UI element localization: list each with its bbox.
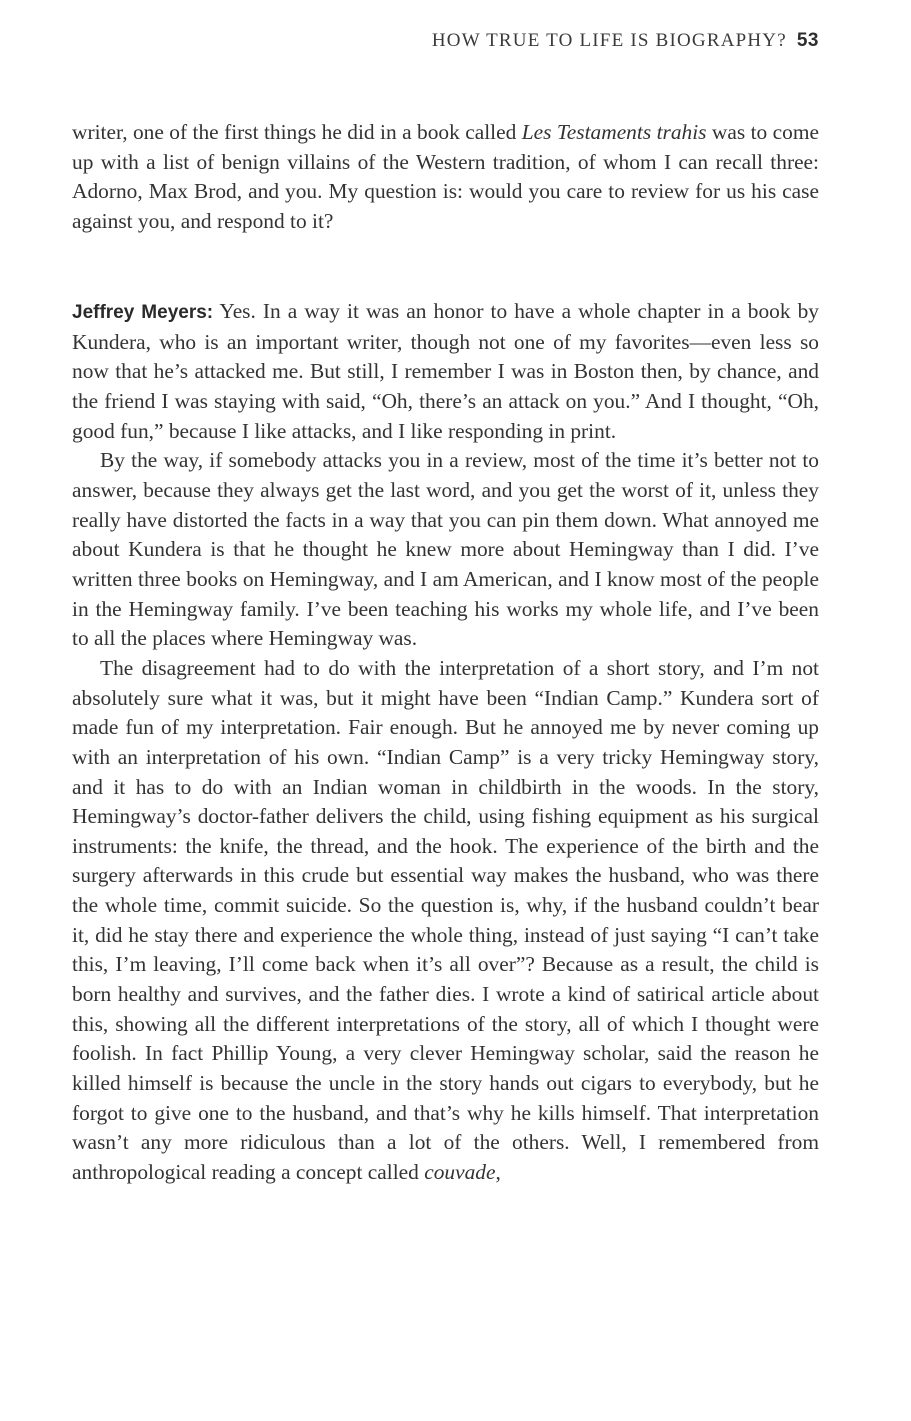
speaker-colon: : [206, 302, 214, 323]
answer-paragraph-2: By the way, if somebody attacks you in a review, most of the time it’s better not to answer, because they always get the last word, and you get the worst of it, unless they really have distorted the facts in a way that you can pin them down. What annoyed me about Kundera is that he thought he knew more about Hemingway than I did. I’ve written three books on Hemingway, and I am American, and I know most of the people in the Hemingway family. I’ve been teaching his works my whole life, and I’ve been to all the places where Hemingway was. [72, 448, 819, 651]
page-number: 53 [796, 30, 819, 51]
answer-paragraph-3 [72, 654, 819, 1188]
running-head-title: HOW TRUE TO LIFE IS BIOGRAPHY? [431, 30, 787, 51]
book-title: Les Testaments trahis [521, 120, 707, 144]
anthropological-term: couvade [424, 1160, 496, 1185]
interviewee-answer [72, 297, 819, 1188]
speaker-name-text: Jeffrey Meyers [72, 302, 207, 323]
question-paragraph [72, 118, 819, 237]
answer-paragraph-3-end: , [495, 1160, 501, 1185]
running-head [432, 30, 819, 52]
question-text-start: writer, one of the first things he did in a book called [72, 120, 522, 144]
answer-paragraph-1-text: Yes. In a way it was an honor to have a whole chapter in a book by Kundera, who is an important writer, though not one of my favorites—even less so now that he’s attacked me. But still, I remember I was in Boston then, by chance, and the friend I was staying with said, “Oh, there’s an attack on you.” And I thought, “Oh, good fun,” because I like attacks, and I like responding in print. [72, 299, 819, 443]
interviewer-question [72, 118, 819, 237]
speaker-name [72, 302, 213, 323]
answer-paragraph-3-text: The disagreement had to do with the interpretation of a short story, and I’m not absolutely sure what it was, but it might have been “Indian Camp.” Kundera sort of made fun of my interpretation. Fair enough. But he annoyed me by never coming up with an interpretation of his own. “Indian Camp” is a very tricky Hemingway story, and it has to do with an Indian woman in childbirth in the woods. In the story, Hemingway’s doctor-father delivers the child, using fishing equipment as his surgical instruments: the knife, the thread, and the hook. The experience of the birth and the surgery afterwards in this crude but essential way makes the husband, who was there the whole time, commit suicide. So the question is, why, if the husband couldn’t bear it, did he stay there and experience the whole thing, instead of just saying “I can’t take this, I’m leaving, I’ll come back when it’s all over”? Because as a result, the child is born healthy and survives, and the father dies. I wrote a kind of satirical article about this, showing all the different interpretations of the story, all of which I thought were foolish. In fact Phillip Young, a very clever Hemingway scholar, said the reason he killed himself is because the uncle in the story hands out cigars to everybody, but he forgot to give one to the husband, and that’s why he kills himself. That interpretation wasn’t any more ridiculous than a lot of the others. Well, I remembered from anthropological reading a concept called [72, 655, 819, 1185]
answer-paragraph-1 [72, 297, 819, 446]
question-text-end: was to come up with a list of benign villains of the Western tradition, of whom I can recall three: Adorno, Max Brod, and you. My question is: would you care to review for us his case against you, and respond to it? [72, 120, 819, 233]
